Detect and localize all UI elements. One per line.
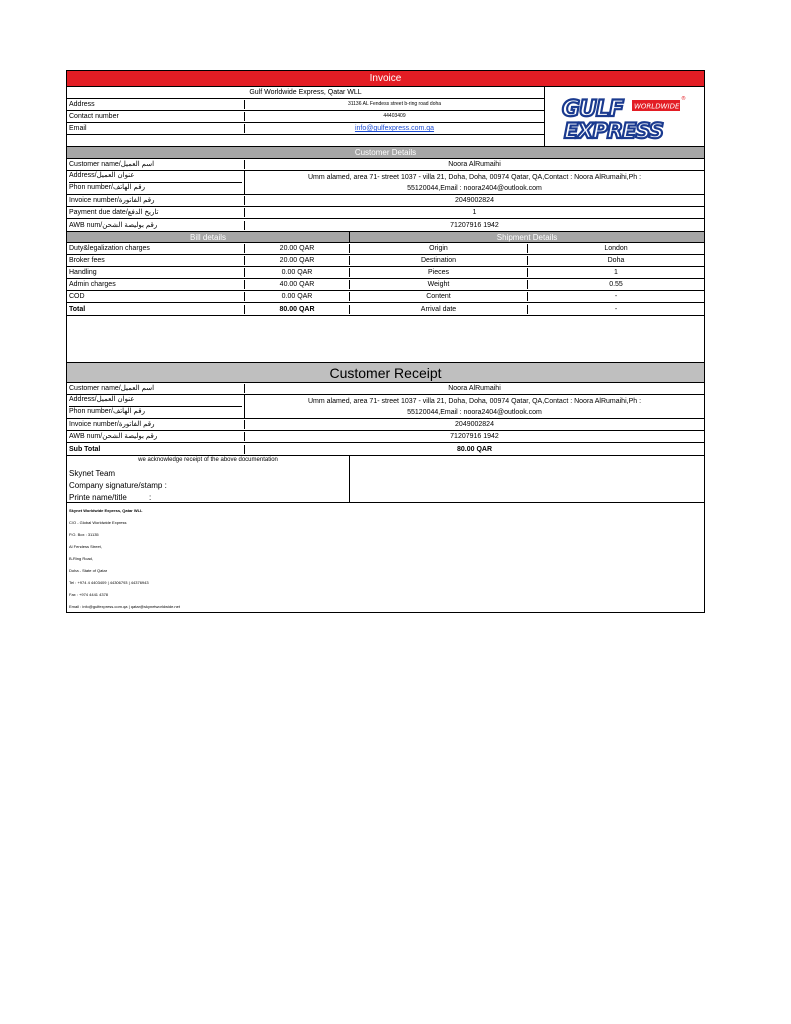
bill-row: Duty&legalization charges 20.00 QAR Origin London bbox=[67, 243, 704, 255]
receipt-name-label: Customer name/اسم العميل bbox=[67, 384, 245, 393]
team-label: Skynet Team bbox=[69, 469, 116, 478]
logo-mark: ® bbox=[680, 95, 686, 102]
signature-label: Company signature/stamp : bbox=[69, 481, 167, 490]
contact-label: Contact number bbox=[67, 112, 245, 121]
invoice-number-label: Invoice number/رقم الفاتورة bbox=[67, 196, 245, 205]
address-label: Address bbox=[67, 100, 245, 109]
acknowledgement-text: we acknowledge receipt of the above documentation bbox=[138, 457, 278, 463]
bill-shipment-header bbox=[67, 231, 704, 243]
awb-label: AWB num/رقم بوليصة الشحن bbox=[67, 221, 245, 230]
receipt-awb-value: 71207916 1942 bbox=[450, 433, 499, 440]
receipt-address-label: Address/عنوان العميل bbox=[69, 395, 242, 407]
customer-receipt-title: Customer Receipt bbox=[67, 363, 704, 383]
receipt-invoice-label: Invoice number/رقم الفاتورة bbox=[67, 420, 245, 429]
footer-address: Skynet Worldwide Express, Qatar WLL C/O - Global Worldwide Express P.O. Box : 31135 Al Fendess Street, B-Ring Road, Doha - State of Qatar Tel : +974 4 4403409 | 44306793 | 44376943 Fax : +974 4441 4378 Email : info@gulfexpress.com.qa | qatar@skynetworldwide.net bbox=[69, 508, 180, 609]
contact-value: 44403409 bbox=[383, 113, 406, 119]
receipt-name-value: Noora AlRumaihi bbox=[448, 385, 501, 392]
invoice-number-value: 2049002824 bbox=[455, 197, 494, 204]
bill-row: Handling 0.00 QAR Pieces 1 bbox=[67, 267, 704, 279]
customer-details bbox=[67, 159, 704, 231]
signature-box bbox=[350, 456, 704, 502]
company-info bbox=[67, 87, 545, 146]
logo-gulf: GULF bbox=[561, 96, 623, 122]
blank-spacer bbox=[67, 315, 704, 363]
receipt-invoice-value: 2049002824 bbox=[455, 421, 494, 428]
bill-row: COD 0.00 QAR Content - bbox=[67, 291, 704, 303]
invoice-title: Invoice bbox=[67, 71, 704, 87]
payment-due-label: Payment due date/تاريخ الدفع bbox=[67, 208, 245, 217]
customer-details-header: Customer Details bbox=[67, 147, 704, 159]
bill-details-header: Bill details bbox=[67, 232, 350, 242]
bill-row: Broker fees 20.00 QAR Destination Doha bbox=[67, 255, 704, 267]
bill-row: Admin charges 40.00 QAR Weight 0.55 bbox=[67, 279, 704, 291]
print-name-label: Printe name/title : bbox=[69, 493, 152, 502]
customer-phone-label: Phon number/رقم الهاتف bbox=[69, 183, 145, 191]
customer-name-value: Noora AlRumaihi bbox=[448, 161, 501, 168]
gulf-express-logo-graphic bbox=[560, 92, 690, 142]
bill-total-row: Total 80.00 QAR Arrival date - bbox=[69, 305, 618, 313]
awb-value: 71207916 1942 bbox=[450, 221, 499, 229]
invoice-sheet bbox=[66, 70, 705, 613]
email-link[interactable]: info@gulfexpress.com.qa bbox=[354, 125, 435, 132]
subtotal-label: Sub Total bbox=[67, 445, 245, 454]
shipment-details-header: Shipment Details bbox=[496, 233, 558, 242]
subtotal-value: 80.00 QAR bbox=[456, 445, 493, 453]
receipt-details bbox=[67, 383, 704, 455]
logo-express: EXPRESS bbox=[563, 118, 663, 142]
payment-due-value: 1 bbox=[472, 209, 477, 216]
receipt-phone-label: Phon number/رقم الهاتف bbox=[69, 407, 145, 415]
acknowledgement-block bbox=[67, 455, 704, 503]
company-name: Gulf Worldwide Express, Qatar WLL bbox=[249, 89, 362, 96]
logo-badge: WORLDWIDE bbox=[633, 102, 679, 110]
address-value: 31136 AL Fendess street b-ring road doha bbox=[347, 101, 442, 107]
customer-name-label: Customer name/اسم العميل bbox=[67, 160, 245, 169]
customer-address-label: Address/عنوان العميل bbox=[69, 171, 242, 183]
receipt-address-value: Umm alamed, area 71- street 1037 - villa 21, Doha, Doha, 00974 Qatar, QA,Contact : Noora AlRumaihi,Ph : 55120044,Email : noora2404@outlook.com bbox=[307, 397, 642, 416]
receipt-awb-label: AWB num/رقم بوليصة الشحن bbox=[67, 432, 245, 441]
customer-address-value: Umm alamed, area 71- street 1037 - villa 21, Doha, Doha, 00974 Qatar, QA,Contact : Noora AlRumaihi,Ph : 55120044,Email : noora2404@outlook.com bbox=[307, 173, 642, 192]
bill-table bbox=[67, 243, 704, 315]
gulf-express-logo bbox=[545, 87, 704, 146]
company-block bbox=[67, 87, 704, 147]
email-label: Email bbox=[67, 124, 245, 133]
